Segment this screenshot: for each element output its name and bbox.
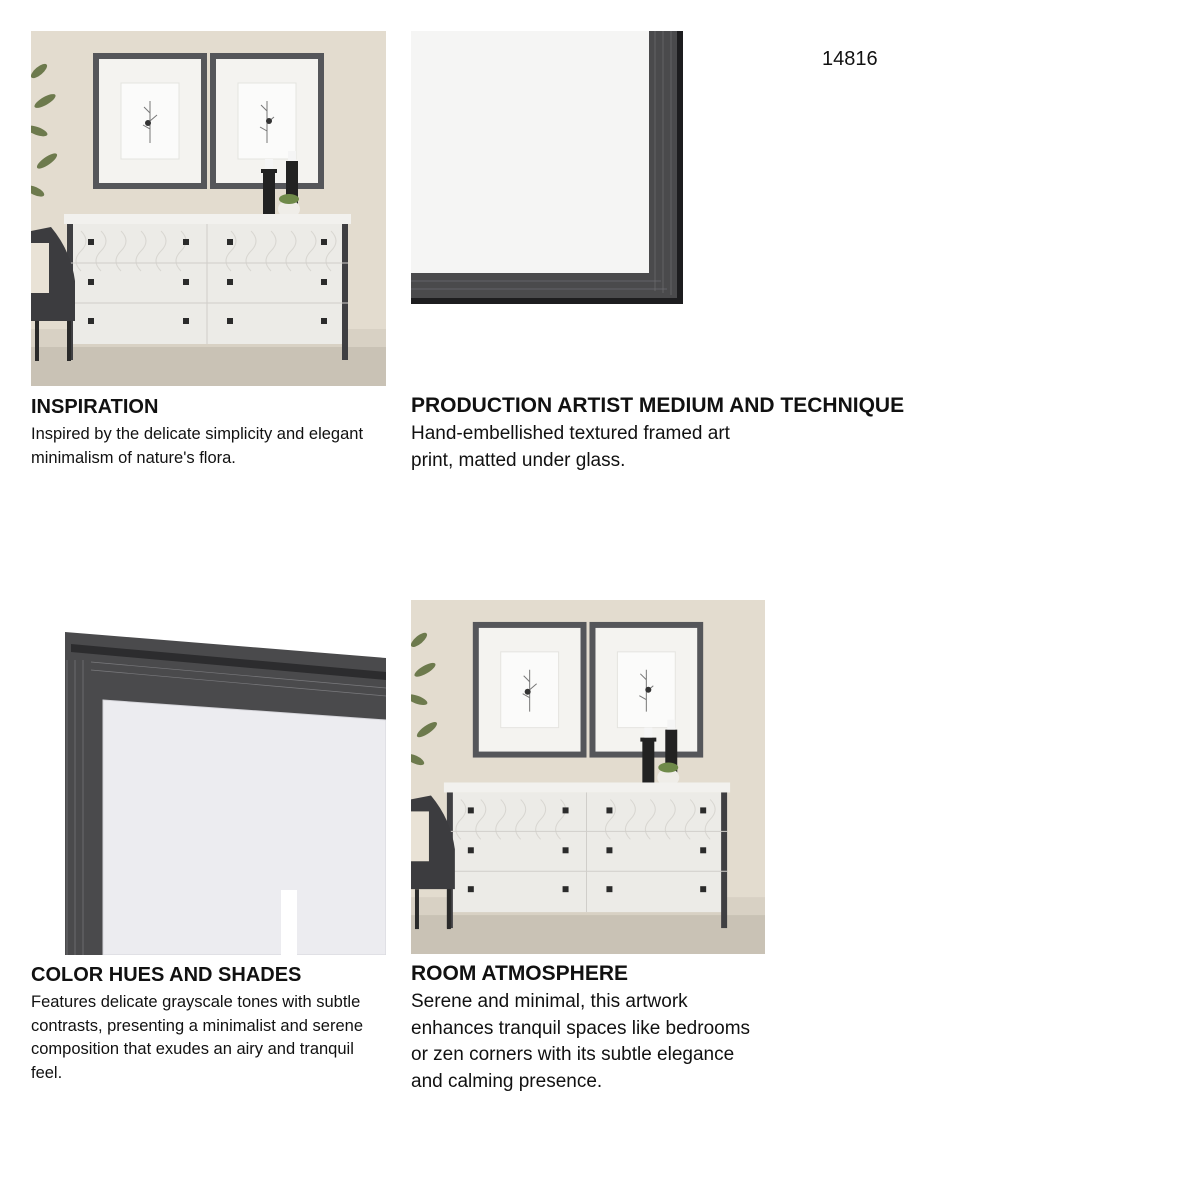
section-color-hues [31,964,391,1085]
frame-corner-closeup-top [411,31,683,304]
room-scene-photo-bottom [411,600,765,954]
section-text: Serene and minimal, this artwork enhances tranquil spaces like bedrooms or zen corners with its subtle elegance and calming presence. [411,991,751,1092]
section-text: Hand-embellished textured framed art print, matted under glass. [411,423,730,471]
product-code: 14816 [822,48,878,70]
section-heading: ROOM ATMOSPHERE [411,962,629,985]
section-production-technique [411,394,905,474]
section-heading: INSPIRATION [31,396,159,418]
section-heading: PRODUCTION ARTIST MEDIUM AND TECHNIQUE [411,394,905,417]
section-room-atmosphere [411,962,781,1095]
room-scene-photo-top [31,31,386,386]
section-text: Inspired by the delicate simplicity and elegant minimalism of nature's flora. [31,425,364,467]
section-text: Features delicate grayscale tones with subtle contrasts, presenting a minimalist and serene composition that exudes an airy and tranquil feel. [31,993,363,1082]
section-inspiration [31,396,391,470]
frame-corner-closeup-bottom [31,600,386,955]
section-heading: COLOR HUES AND SHADES [31,964,302,986]
